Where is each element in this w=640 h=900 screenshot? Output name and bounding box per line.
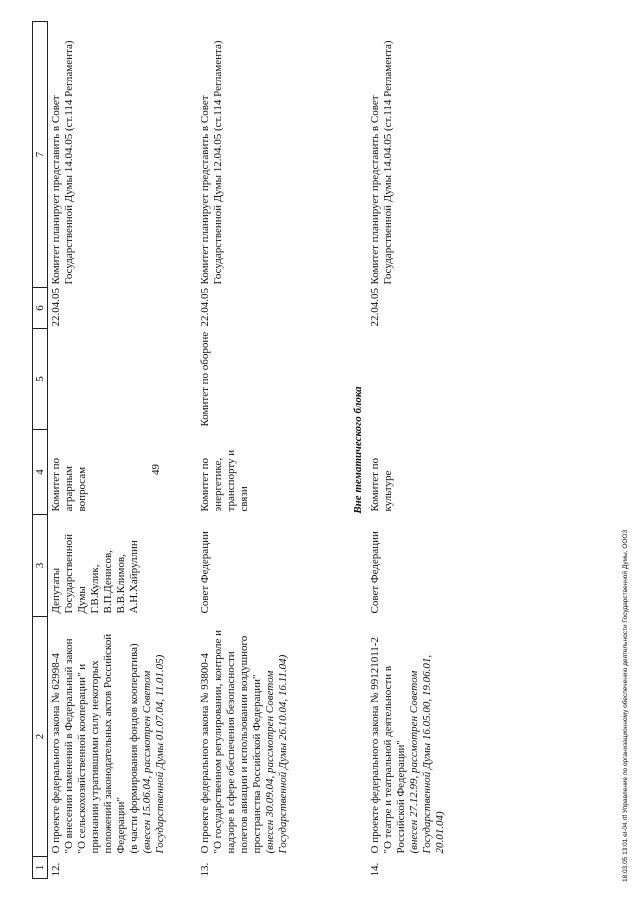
initiator-line: Государственной [63,533,75,614]
initiator-line: А.Н.Хайруллин [128,540,140,614]
page-number: 49 [150,464,162,475]
bill-description [48,617,198,857]
bill-title: О проекте федерального закона № 93800-4 [199,653,211,854]
row-number: 14. [369,862,381,877]
co-executor: Комитет по обороне [199,331,211,427]
bill-name-line: Российской Федерации" [395,740,407,854]
table-row [48,22,198,879]
row-number: 13. [199,862,211,877]
status: Комитет планирует представить в Совет Государственной Думы 14.04.05 (ст.114 Регламента) [50,40,75,285]
bill-name-line: "О государственном регулировании, контроле и [212,629,224,854]
bill-note-line: Государственной Думы 26.10.04, 16.11.04) [277,654,289,854]
bill-description [197,617,349,857]
bill-title: О проекте федерального закона № 99121011-2 [369,637,381,854]
column-header: 4 [33,430,48,515]
initiator-line: Думы [76,586,88,614]
responsible-committee: Комитет по энергетике, транспорту и связи [199,449,250,512]
bill-name-line: "О сельскохозяйственной кооперации" и [76,663,88,854]
bill-note-line: (внесен 15.06.04, рассмотрен Советом [141,670,153,854]
bill-note-line: (внесен 27.12.99, рассмотрен Советом [408,670,420,854]
initiator-line: В.П.Денисов, [102,550,114,614]
bills-table [32,21,465,879]
bill-name-line: надзоре в сфере обеспечения безопасности [225,651,237,854]
column-header: 1 [33,857,48,879]
section-label: Вне тематического блока [351,386,364,514]
section-row [349,22,367,879]
initiator-line: Г.В.Кулик, [89,564,101,614]
co-executor [48,329,198,430]
initiator-line: В.В.Климов, [115,554,127,614]
bill-name-line: признании утратившими силу некоторых [89,660,101,854]
initiator [48,515,198,617]
table-row [367,22,465,879]
table-row [197,22,349,879]
bill-name-line: Федерации" [115,797,127,854]
initiator [197,515,349,617]
footer: 18.03.05 13:01 el-04.rtf Управление по организационному обеспечению деятельности Государственной Думы, ООО3 [622,529,629,882]
bill-name-line: положений законодательных актов Российской [102,633,114,854]
date: 22.04.05 [199,288,211,327]
bill-name-line: полетов авиации и использовании воздушного [238,635,250,854]
date: 22.04.05 [369,288,381,327]
row-number: 12. [50,862,62,877]
initiator-line: Совет Федерации [369,531,381,614]
bill-name-line: "О внесении изменений в Федеральный закон [63,638,75,854]
date: 22.04.05 [50,288,62,327]
column-number-header [33,22,48,879]
column-header: 7 [33,22,48,288]
bill-description [367,617,465,857]
responsible-committee: Комитет по аграрным вопросам [50,457,88,512]
bill-name-line: пространства Российской Федерации" [251,674,263,854]
initiator-line: Совет Федерации [199,531,211,614]
status: Комитет планирует представить в Совет Государственной Думы 14.04.05 (ст.114 Регламента) [369,40,394,285]
bill-note-line: Государственной Думы 16.05.00, 19.06.01, [421,654,433,854]
initiator [367,515,465,617]
column-header: 3 [33,515,48,617]
bill-note-line: (внесен 30.09.04, рассмотрен Советом [264,670,276,854]
column-header: 2 [33,617,48,857]
bill-name-line: "О театре и театральной деятельности в [382,665,394,854]
co-executor [367,329,465,430]
bill-note-line: Государственной Думы 01.07.04, 11.01.05) [154,654,166,854]
status: Комитет планирует представить в Совет Государственной Думы 12.04.05 (ст.114 Регламента) [199,40,224,285]
initiator-line: Депутаты [50,567,62,614]
column-header: 5 [33,329,48,430]
column-header: 6 [33,288,48,329]
bill-note-line: 20.01.04) [434,811,446,854]
bill-name-line: (в части формирования фондов кооператива) [128,643,140,854]
bill-title: О проекте федерального закона № 62998-4 [50,653,62,854]
responsible-committee: Комитет по культуре [369,457,394,512]
